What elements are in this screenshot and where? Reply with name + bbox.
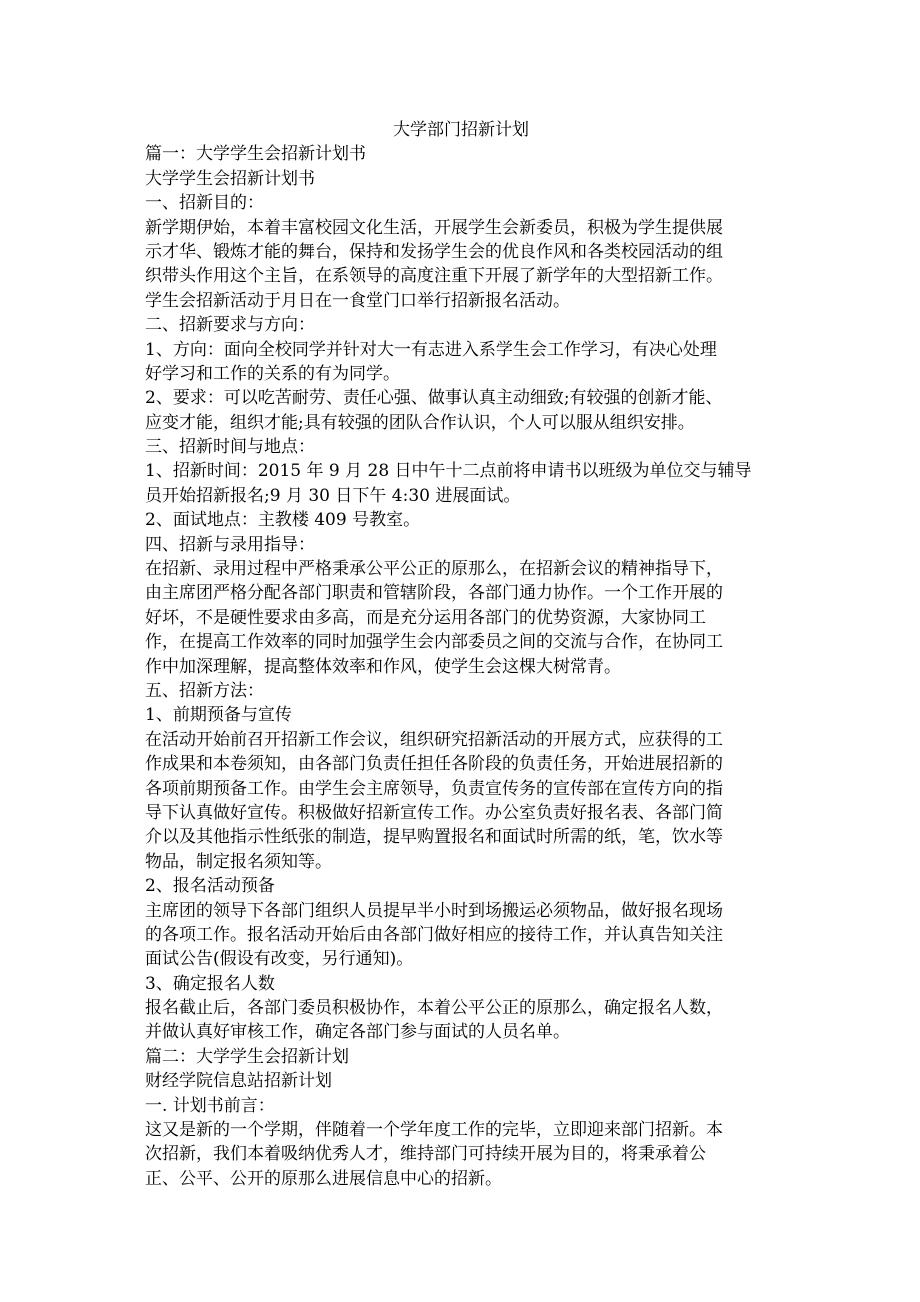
- text-line: 织带头作用这个主旨，在系领导的高度注重下开展了新学年的大型招新工作。: [145, 266, 723, 287]
- text-line: 作中加深理解，提高整体效率和作风，使学生会这棵大树常青。: [145, 656, 621, 677]
- text-line: 篇一：大学学生会招新计划书: [145, 144, 366, 165]
- text-line: 在招新、录用过程中严格秉承公平公正的原那么，在招新会议的精神指导下，: [145, 559, 723, 580]
- text-line: 大学学生会招新计划书: [145, 168, 315, 189]
- text-line: 员开始招新报名;9 月 30 日下午 4:30 进展面试。: [145, 485, 521, 506]
- text-line: 面试公告(假设有改变，另行通知)。: [145, 949, 414, 970]
- text-line: 好学习和工作的关系的有为同学。: [145, 363, 400, 384]
- text-line: 五、招新方法：: [145, 680, 264, 701]
- text-line: 财经学院信息站招新计划: [145, 1071, 332, 1092]
- text-line: 2、要求：可以吃苦耐劳、责任心强、做事认真主动细致;有较强的创新才能、: [145, 388, 723, 409]
- text-line: 3、确定报名人数: [145, 973, 275, 994]
- document-body: [145, 142, 777, 1191]
- text-line: 三、招新时间与地点：: [145, 437, 315, 458]
- text-line: 这又是新的一个学期，伴随着一个学年度工作的完毕，立即迎来部门招新。本: [145, 1120, 723, 1141]
- text-line: 一. 计划书前言：: [145, 1095, 275, 1116]
- text-line: 导下认真做好宣传。积极做好招新宣传工作。办公室负责好报名表、各部门简: [145, 802, 723, 823]
- text-line: 二、招新要求与方向：: [145, 315, 315, 336]
- text-line: 作成果和本卷须知，由各部门负责任担任各阶段的负责任务，开始进展招新的: [145, 754, 723, 775]
- text-line: 的各项工作。报名活动开始后由各部门做好相应的接待工作，并认真告知关注: [145, 924, 723, 945]
- text-line: 学生会招新活动于月日在一食堂门口举行招新报名活动。: [145, 290, 570, 311]
- text-line: 正、公平、公开的原那么进展信息中心的招新。: [145, 1168, 502, 1189]
- text-line: 1、前期预备与宣传: [145, 705, 292, 726]
- text-line: 示才华、锻炼才能的舞台，保持和发扬学生会的优良作风和各类校园活动的组: [145, 241, 723, 262]
- text-line: 1、招新时间：2015 年 9 月 28 日中午十二点前将申请书以班级为单位交与辅导: [145, 461, 752, 482]
- text-line: 一、招新目的：: [145, 193, 264, 214]
- text-line: 2、面试地点：主教楼 409 号教室。: [145, 510, 421, 531]
- document-content: [145, 118, 777, 1191]
- text-line: 篇二：大学学生会招新计划: [145, 1046, 349, 1067]
- text-line: 次招新，我们本着吸纳优秀人才，维持部门可持续开展为目的，将秉承着公: [145, 1144, 706, 1165]
- text-line: 由主席团严格分配各部门职责和管辖阶段，各部门通力协作。一个工作开展的: [145, 583, 723, 604]
- text-line: 各项前期预备工作。由学生会主席领导，负责宣传务的宣传部在宣传方向的指: [145, 778, 723, 799]
- text-line: 应变才能，组织才能;具有较强的团队合作认识，个人可以服从组织安排。: [145, 412, 695, 433]
- text-line: 介以及其他指示性纸张的制造，提早购置报名和面试时所需的纸，笔，饮水等: [145, 827, 723, 848]
- text-line: 1、方向：面向全校同学并针对大一有志进入系学生会工作学习，有决心处理: [145, 339, 717, 360]
- text-line: 物品，制定报名须知等。: [145, 851, 332, 872]
- text-line: 四、招新与录用指导：: [145, 534, 315, 555]
- text-line: 主席团的领导下各部门组织人员提早半小时到场搬运必须物品，做好报名现场: [145, 900, 723, 921]
- text-line: 作，在提高工作效率的同时加强学生会内部委员之间的交流与合作，在协同工: [145, 632, 723, 653]
- text-line: 报名截止后，各部门委员积极协作，本着公平公正的原那么，确定报名人数，: [145, 998, 723, 1019]
- text-line: 在活动开始前召开招新工作会议，组织研究招新活动的开展方式，应获得的工: [145, 729, 723, 750]
- text-line: 并做认真好审核工作，确定各部门参与面试的人员名单。: [145, 1022, 570, 1043]
- text-line: 2、报名活动预备: [145, 876, 275, 897]
- document-title: 大学部门招新计划: [393, 120, 529, 140]
- text-line: 新学期伊始，本着丰富校园文化生活，开展学生会新委员，积极为学生提供展: [145, 217, 723, 238]
- text-line: 好坏，不是硬性要求由多高，而是充分运用各部门的优势资源，大家协同工: [145, 607, 706, 628]
